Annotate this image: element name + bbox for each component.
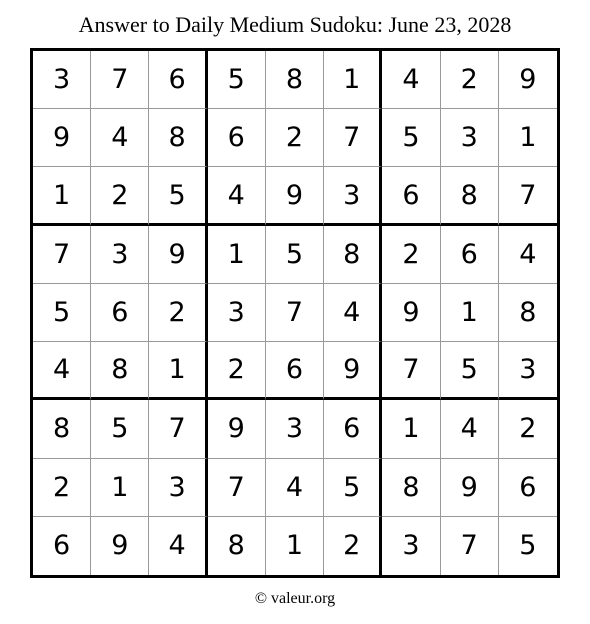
sudoku-cell-r3-c3: 5 xyxy=(149,167,207,225)
sudoku-cell-r6-c4: 2 xyxy=(208,342,266,400)
sudoku-cell-r9-c9: 5 xyxy=(519,530,537,562)
sudoku-cell-r8-c3: 3 xyxy=(149,459,207,517)
sudoku-cell-r8-c9: 6 xyxy=(499,459,557,517)
sudoku-cell-r7-c9: 2 xyxy=(499,400,557,458)
sudoku-cell-r4-c6: 8 xyxy=(324,226,382,284)
sudoku-cell-r5-c8: 1 xyxy=(441,284,499,342)
sudoku-cell-r3-c1: 1 xyxy=(33,167,91,225)
sudoku-cell-r6-c3: 1 xyxy=(149,342,207,400)
sudoku-cell-r4-c9: 4 xyxy=(499,226,557,284)
sudoku-cell-r8-c6: 5 xyxy=(324,459,382,517)
sudoku-cell-r7-c2: 5 xyxy=(91,400,149,458)
sudoku-cell-r2-c4: 6 xyxy=(208,109,266,167)
sudoku-cell-r4-c4: 1 xyxy=(208,226,266,284)
sudoku-cell-r7-c8: 4 xyxy=(441,400,499,458)
sudoku-cell-r7-c4: 9 xyxy=(208,400,266,458)
sudoku-cell-r5-c3: 2 xyxy=(149,284,207,342)
sudoku-cell-r9-c7: 3 xyxy=(382,517,440,575)
sudoku-cell-r7-c1: 8 xyxy=(33,400,91,458)
sudoku-cell-r6-c9: 3 xyxy=(499,342,557,400)
sudoku-cell-r4-c8: 6 xyxy=(441,226,499,284)
sudoku-cell-r1-c6: 1 xyxy=(324,51,382,109)
sudoku-cell-r2-c2: 4 xyxy=(91,109,149,167)
sudoku-cell-r9-c3: 4 xyxy=(149,517,207,575)
sudoku-cell-r7-c7: 1 xyxy=(382,400,440,458)
sudoku-cell-r5-c4: 3 xyxy=(208,284,266,342)
sudoku-cell-r6-c8: 5 xyxy=(441,342,499,400)
sudoku-cell-r8-c1: 2 xyxy=(33,459,91,517)
sudoku-cell-r6-c1: 4 xyxy=(33,342,91,400)
sudoku-cell-r2-c3: 8 xyxy=(149,109,207,167)
sudoku-cell-r2-c6: 7 xyxy=(324,109,382,167)
sudoku-cell-r1-c8: 2 xyxy=(441,51,499,109)
sudoku-cell-r3-c6: 3 xyxy=(324,167,382,225)
sudoku-cell-r9-c4: 8 xyxy=(208,517,266,575)
sudoku-cell-r1-c3: 6 xyxy=(149,51,207,109)
sudoku-cell-r4-c1: 7 xyxy=(33,226,91,284)
sudoku-cell-r3-c5: 9 xyxy=(266,167,324,225)
sudoku-cell-r9-c6: 2 xyxy=(324,517,382,575)
sudoku-cell-r1-c5: 8 xyxy=(266,51,324,109)
sudoku-cell-r9-c5: 1 xyxy=(266,517,324,575)
sudoku-cell-r3-c9: 7 xyxy=(499,167,557,225)
sudoku-cell-r1-c7: 4 xyxy=(382,51,440,109)
sudoku-cell-r6-c5: 6 xyxy=(266,342,324,400)
sudoku-cell-r7-c3: 7 xyxy=(149,400,207,458)
sudoku-cell-r3-c7: 6 xyxy=(382,167,440,225)
sudoku-cell-r2-c9: 1 xyxy=(499,109,557,167)
sudoku-cell-r5-c9: 8 xyxy=(499,284,557,342)
sudoku-cell-r6-c7: 7 xyxy=(382,342,440,400)
sudoku-cell-r1-c1: 3 xyxy=(33,51,91,109)
page-title: Answer to Daily Medium Sudoku: June 23, 2028 xyxy=(78,12,512,37)
sudoku-cell-r5-c1: 5 xyxy=(33,284,91,342)
sudoku-cell-r7-c5: 3 xyxy=(266,400,324,458)
sudoku-cell-r3-c2: 2 xyxy=(91,167,149,225)
sudoku-cell-r7-c6: 6 xyxy=(324,400,382,458)
sudoku-cell-r6-c2: 8 xyxy=(91,342,149,400)
sudoku-cell-r8-c4: 7 xyxy=(208,459,266,517)
sudoku-cell-r8-c8: 9 xyxy=(441,459,499,517)
sudoku-cell-r5-c2: 6 xyxy=(91,284,149,342)
sudoku-cell-r2-c5: 2 xyxy=(266,109,324,167)
sudoku-cell-r4-c5: 5 xyxy=(266,226,324,284)
sudoku-cell-r2-c1: 9 xyxy=(33,109,91,167)
sudoku-cell-r9-c2: 9 xyxy=(91,517,149,575)
sudoku-cell-r3-c4: 4 xyxy=(208,167,266,225)
sudoku-cell-r4-c7: 2 xyxy=(382,226,440,284)
sudoku-cell-r1-c4: 5 xyxy=(208,51,266,109)
sudoku-cell-r8-c7: 8 xyxy=(382,459,440,517)
sudoku-cell-r9-c1: 6 xyxy=(33,517,91,575)
sudoku-cell-r5-c5: 7 xyxy=(266,284,324,342)
sudoku-cell-r9-c8: 7 xyxy=(441,517,499,575)
copyright-footer: © valeur.org xyxy=(254,590,336,607)
sudoku-cell-r8-c2: 1 xyxy=(91,459,149,517)
sudoku-cell-r4-c2: 3 xyxy=(91,226,149,284)
sudoku-cell-r2-c7: 5 xyxy=(382,109,440,167)
sudoku-cell-r6-c6: 9 xyxy=(324,342,382,400)
sudoku-cell-r2-c8: 3 xyxy=(441,109,499,167)
sudoku-cell-r3-c8: 8 xyxy=(441,167,499,225)
sudoku-cell-r1-c2: 7 xyxy=(91,51,149,109)
sudoku-board xyxy=(30,48,560,578)
sudoku-cell-r1-c9: 9 xyxy=(499,51,557,109)
sudoku-cell-r8-c5: 4 xyxy=(266,459,324,517)
sudoku-cell-r5-c6: 4 xyxy=(324,284,382,342)
sudoku-cell-r4-c3: 9 xyxy=(149,226,207,284)
sudoku-cell-r5-c7: 9 xyxy=(382,284,440,342)
